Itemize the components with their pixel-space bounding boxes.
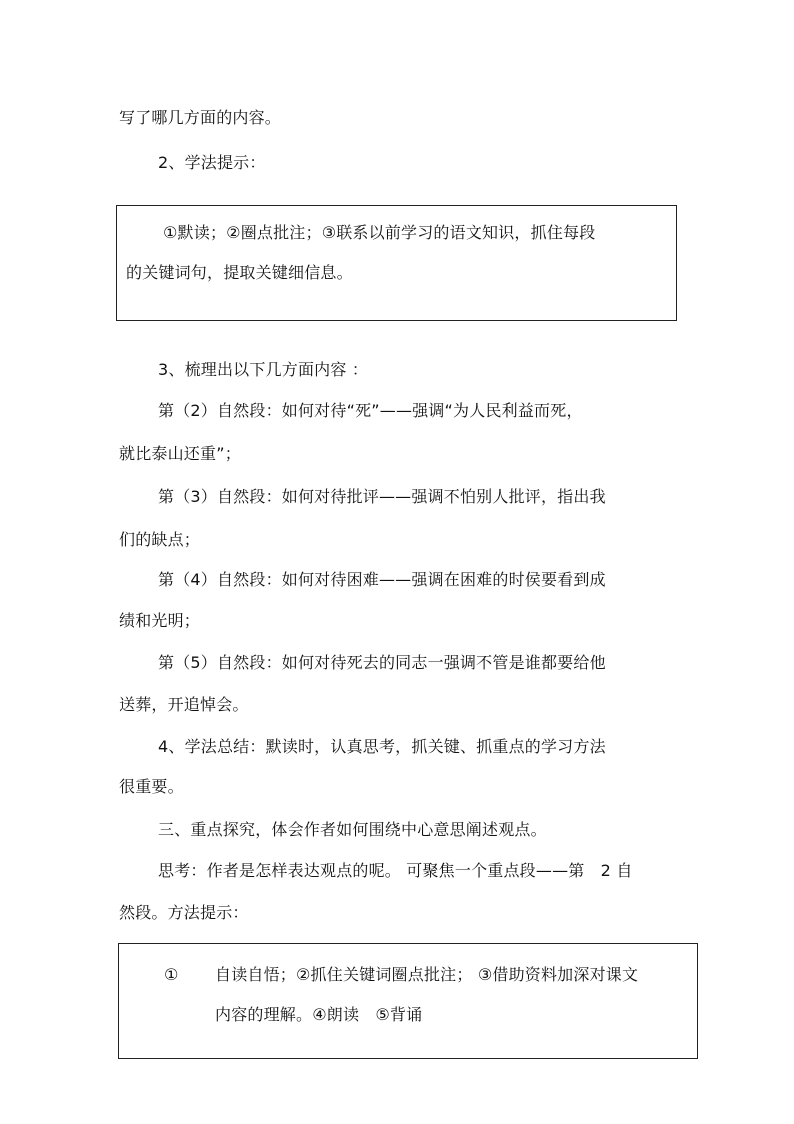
method-tips-line-2: 内容的理解。④朗读 ⑤背诵 — [215, 1005, 423, 1024]
section3-title: 三、重点探究，体会作者如何围绕中心意思阐述观点。 — [158, 820, 547, 839]
paragraph3-line-2: 们的缺点； — [119, 530, 201, 549]
method-tips-box — [118, 943, 698, 1059]
step4-line-1: 4、学法总结：默读时，认真思考，抓关键、抓重点的学习方法 — [158, 737, 606, 756]
paragraph4-line-2: 绩和光明； — [119, 611, 201, 630]
step2-title: 2、学法提示： — [158, 153, 266, 172]
paragraph4-line-1: 第（4）自然段：如何对待困难——强调在困难的时侯要看到成 — [158, 570, 606, 589]
method-hint-line-2: 的关键词句，提取关键细信息。 — [126, 263, 353, 282]
method-tips-marker: ① — [164, 965, 179, 984]
method-hint-line-1: ①默读；②圈点批注；③联系以前学习的语文知识，抓住每段 — [163, 223, 596, 242]
step3-title: 3、梳理出以下几方面内容 ： — [158, 360, 369, 379]
paragraph3-line-1: 第（3）自然段：如何对待批评——强调不怕别人批评，指出我 — [158, 487, 606, 506]
method-hint-box — [116, 205, 677, 321]
paragraph5-line-2: 送葬，开追悼会。 — [119, 695, 249, 714]
step4-line-2: 很重要。 — [119, 777, 184, 796]
paragraph5-line-1: 第（5）自然段：如何对待死去的同志一强调不管是谁都要给他 — [158, 653, 606, 672]
paragraph2-line-2: 就比泰山还重”； — [119, 444, 241, 463]
think-line-1: 思考：作者是怎样表达观点的呢。 可聚焦一个重点段——第 2 自 — [158, 861, 633, 880]
think-line-2: 然段。方法提示： — [119, 903, 249, 922]
paragraph2-line-1: 第（2）自然段：如何对待“死”——强调“为人民利益而死， — [158, 401, 583, 420]
intro-tail-text: 写了哪几方面的内容。 — [119, 108, 282, 127]
method-tips-line-1: 自读自悟；②抓住关键词圈点批注； ③借助资料加深对课文 — [215, 965, 639, 984]
